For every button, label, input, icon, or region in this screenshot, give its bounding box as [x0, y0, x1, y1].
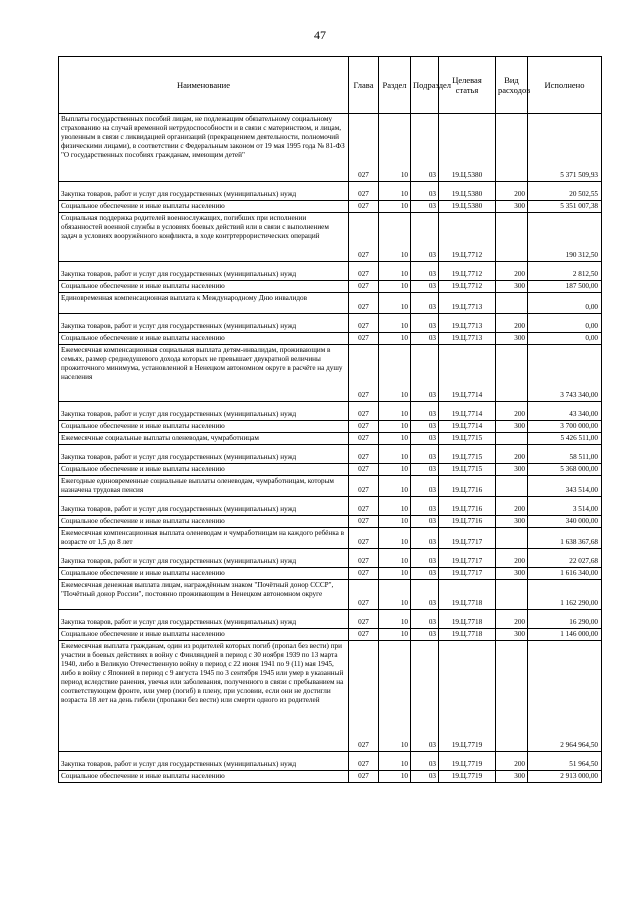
cell-name: Социальное обеспечение и иные выплаты населению — [59, 516, 349, 528]
cell-name: Социальное обеспечение и иные выплаты населению — [59, 333, 349, 345]
cell-chapter: 027 — [349, 568, 379, 580]
cell-amount: 3 700 000,00 — [528, 421, 602, 433]
cell-name: Ежегодные единовременные социальные выплаты оленеводам, чумработницам, которым назначена трудовая пенсия — [59, 476, 349, 497]
table-row — [59, 629, 602, 641]
cell-type — [496, 345, 528, 402]
cell-section: 10 — [379, 610, 411, 629]
cell-name: Выплаты государственных пособий лицам, не подлежащим обязательному социальному страхованию на случай временной нетрудоспособности и в связи с материнством, и лицам, уволенным в связи с ликвидацией организаций (прекращением деятельности, полномочий физическими лицами), в соответствии с Федеральным законом от 19 мая 1995 года № 81-ФЗ "О государственных пособиях гражданам, имеющим детей" — [59, 114, 349, 182]
cell-chapter: 027 — [349, 497, 379, 516]
table-row — [59, 262, 602, 281]
cell-type: 200 — [496, 497, 528, 516]
cell-chapter: 027 — [349, 610, 379, 629]
cell-type: 300 — [496, 629, 528, 641]
cell-name: Социальное обеспечение и иные выплаты населению — [59, 464, 349, 476]
cell-target: 19.Ц.7715 — [439, 445, 496, 464]
cell-subsection: 03 — [411, 629, 439, 641]
cell-chapter: 027 — [349, 528, 379, 549]
cell-target: 19.Ц.7719 — [439, 771, 496, 783]
header-type: Вид расходов — [496, 57, 528, 114]
cell-section: 10 — [379, 213, 411, 262]
cell-type: 200 — [496, 402, 528, 421]
cell-target: 19.Ц.7716 — [439, 516, 496, 528]
cell-amount: 2 812,50 — [528, 262, 602, 281]
cell-subsection: 03 — [411, 213, 439, 262]
cell-section: 10 — [379, 752, 411, 771]
cell-section: 10 — [379, 421, 411, 433]
cell-name: Ежемесячная компенсационная социальная выплата детям-инвалидам, проживающим в семьях, размер среднедушевого дохода которых не превышает двукратной величины прожиточного минимума, установленной в Ненецком автономном округе в расчёте на душу населения — [59, 345, 349, 402]
cell-target: 19.Ц.7713 — [439, 293, 496, 314]
cell-type: 300 — [496, 516, 528, 528]
cell-target: 19.Ц.7719 — [439, 641, 496, 752]
header-chapter: Глава — [349, 57, 379, 114]
cell-section: 10 — [379, 262, 411, 281]
table-row — [59, 333, 602, 345]
cell-name: Закупка товаров, работ и услуг для государственных (муниципальных) нужд — [59, 497, 349, 516]
cell-target: 19.Ц.7712 — [439, 262, 496, 281]
cell-amount: 1 146 000,00 — [528, 629, 602, 641]
cell-amount: 51 964,50 — [528, 752, 602, 771]
cell-target: 19.Ц.7718 — [439, 580, 496, 610]
cell-chapter: 027 — [349, 345, 379, 402]
cell-amount: 43 340,00 — [528, 402, 602, 421]
cell-subsection: 03 — [411, 476, 439, 497]
cell-name: Ежемесячная компенсационная выплата оленеводам и чумработницам на каждого ребёнка в возрасте от 1,5 до 8 лет — [59, 528, 349, 549]
cell-name: Закупка товаров, работ и услуг для государственных (муниципальных) нужд — [59, 402, 349, 421]
cell-amount: 16 290,00 — [528, 610, 602, 629]
cell-type: 200 — [496, 182, 528, 201]
cell-amount: 20 502,55 — [528, 182, 602, 201]
cell-name: Социальное обеспечение и иные выплаты населению — [59, 568, 349, 580]
cell-section: 10 — [379, 402, 411, 421]
cell-target: 19.Ц.7717 — [439, 568, 496, 580]
cell-name: Социальное обеспечение и иные выплаты населению — [59, 201, 349, 213]
table-row — [59, 497, 602, 516]
cell-chapter: 027 — [349, 262, 379, 281]
cell-subsection: 03 — [411, 497, 439, 516]
cell-chapter: 027 — [349, 433, 379, 445]
cell-type — [496, 293, 528, 314]
cell-chapter: 027 — [349, 516, 379, 528]
cell-chapter: 027 — [349, 421, 379, 433]
cell-type — [496, 433, 528, 445]
cell-amount: 340 000,00 — [528, 516, 602, 528]
cell-amount: 0,00 — [528, 314, 602, 333]
cell-chapter: 027 — [349, 445, 379, 464]
cell-name: Социальное обеспечение и иные выплаты населению — [59, 421, 349, 433]
table-row — [59, 445, 602, 464]
header-subsection: Подраздел — [411, 57, 439, 114]
cell-section: 10 — [379, 641, 411, 752]
cell-amount: 22 027,68 — [528, 549, 602, 568]
cell-target: 19.Ц.7718 — [439, 629, 496, 641]
cell-target: 19.Ц.5380 — [439, 182, 496, 201]
cell-section: 10 — [379, 445, 411, 464]
cell-subsection: 03 — [411, 641, 439, 752]
cell-subsection: 03 — [411, 771, 439, 783]
cell-subsection: 03 — [411, 314, 439, 333]
header-name: Наименование — [59, 57, 349, 114]
cell-section: 10 — [379, 476, 411, 497]
cell-subsection: 03 — [411, 201, 439, 213]
cell-chapter: 027 — [349, 182, 379, 201]
cell-target: 19.Ц.7712 — [439, 213, 496, 262]
cell-chapter: 027 — [349, 641, 379, 752]
cell-type: 300 — [496, 421, 528, 433]
cell-target: 19.Ц.7716 — [439, 497, 496, 516]
table-row — [59, 213, 602, 262]
cell-name: Ежемесячная выплата гражданам, один из родителей которых погиб (пропал без вести) при участии в боевых действиях в войну с Финляндией в период с 30 ноября 1939 по 13 марта 1940, либо в Великую Отечественную войну в период с 22 июня 1941 по 9 (11) мая 1945, либо в войну с Японией в период с 9 августа 1945 по 3 сентября 1945 или умер в указанный период вследствие ранения, увечья или заболевания, полученного в связи с пребыванием на соответствующем фронте, или умер (погиб) в плену, при условии, если они не достигли возраста 18 лет на день гибели (пропажи без вести) или смерти одного из родителей — [59, 641, 349, 752]
cell-subsection: 03 — [411, 333, 439, 345]
cell-target: 19.Ц.7713 — [439, 314, 496, 333]
cell-section: 10 — [379, 528, 411, 549]
cell-amount: 3 743 340,00 — [528, 345, 602, 402]
cell-target: 19.Ц.7712 — [439, 281, 496, 293]
cell-amount: 5 371 509,93 — [528, 114, 602, 182]
cell-section: 10 — [379, 345, 411, 402]
cell-target: 19.Ц.7713 — [439, 333, 496, 345]
header-target: Целевая статья — [439, 57, 496, 114]
cell-subsection: 03 — [411, 549, 439, 568]
cell-name: Ежемесячные социальные выплаты оленеводам, чумработницам — [59, 433, 349, 445]
cell-amount: 187 500,00 — [528, 281, 602, 293]
cell-target: 19.Ц.7717 — [439, 549, 496, 568]
table-row — [59, 421, 602, 433]
cell-subsection: 03 — [411, 568, 439, 580]
cell-amount: 2 913 000,00 — [528, 771, 602, 783]
cell-amount: 2 964 964,50 — [528, 641, 602, 752]
cell-chapter: 027 — [349, 333, 379, 345]
table-row — [59, 516, 602, 528]
cell-target: 19.Ц.7716 — [439, 476, 496, 497]
cell-name: Закупка товаров, работ и услуг для государственных (муниципальных) нужд — [59, 262, 349, 281]
cell-type: 200 — [496, 549, 528, 568]
table-row — [59, 293, 602, 314]
cell-target: 19.Ц.7715 — [439, 464, 496, 476]
header-amount: Исполнено — [528, 57, 602, 114]
cell-chapter: 027 — [349, 476, 379, 497]
cell-type — [496, 580, 528, 610]
cell-subsection: 03 — [411, 445, 439, 464]
cell-type: 300 — [496, 568, 528, 580]
cell-section: 10 — [379, 314, 411, 333]
table-row — [59, 182, 602, 201]
cell-section: 10 — [379, 497, 411, 516]
table-row — [59, 528, 602, 549]
cell-chapter: 027 — [349, 114, 379, 182]
table-row — [59, 281, 602, 293]
cell-target: 19.Ц.7718 — [439, 610, 496, 629]
cell-section: 10 — [379, 201, 411, 213]
cell-amount: 1 616 340,00 — [528, 568, 602, 580]
cell-subsection: 03 — [411, 402, 439, 421]
table-row — [59, 580, 602, 610]
cell-target: 19.Ц.7717 — [439, 528, 496, 549]
table-header-row — [59, 57, 602, 114]
cell-subsection: 03 — [411, 464, 439, 476]
cell-section: 10 — [379, 182, 411, 201]
cell-type — [496, 114, 528, 182]
cell-subsection: 03 — [411, 528, 439, 549]
cell-subsection: 03 — [411, 516, 439, 528]
cell-name: Социальное обеспечение и иные выплаты населению — [59, 281, 349, 293]
cell-section: 10 — [379, 433, 411, 445]
table-row — [59, 549, 602, 568]
cell-amount: 5 351 007,38 — [528, 201, 602, 213]
cell-chapter: 027 — [349, 201, 379, 213]
cell-name: Закупка товаров, работ и услуг для государственных (муниципальных) нужд — [59, 610, 349, 629]
table-row — [59, 610, 602, 629]
cell-subsection: 03 — [411, 114, 439, 182]
table-row — [59, 568, 602, 580]
cell-name: Единовременная компенсационная выплата к Международному Дню инвалидов — [59, 293, 349, 314]
cell-subsection: 03 — [411, 433, 439, 445]
cell-chapter: 027 — [349, 580, 379, 610]
cell-amount: 0,00 — [528, 333, 602, 345]
cell-section: 10 — [379, 333, 411, 345]
cell-target: 19.Ц.7715 — [439, 433, 496, 445]
table-row — [59, 402, 602, 421]
cell-name: Социальное обеспечение и иные выплаты населению — [59, 771, 349, 783]
page-number: 47 — [314, 28, 326, 42]
cell-section: 10 — [379, 114, 411, 182]
cell-chapter: 027 — [349, 314, 379, 333]
cell-name: Закупка товаров, работ и услуг для государственных (муниципальных) нужд — [59, 549, 349, 568]
table-row — [59, 464, 602, 476]
cell-type: 200 — [496, 262, 528, 281]
cell-section: 10 — [379, 549, 411, 568]
cell-subsection: 03 — [411, 345, 439, 402]
cell-chapter: 027 — [349, 281, 379, 293]
cell-type: 300 — [496, 333, 528, 345]
cell-target: 19.Ц.5380 — [439, 114, 496, 182]
cell-type — [496, 641, 528, 752]
cell-chapter: 027 — [349, 402, 379, 421]
cell-chapter: 027 — [349, 293, 379, 314]
cell-name: Закупка товаров, работ и услуг для государственных (муниципальных) нужд — [59, 752, 349, 771]
cell-type: 300 — [496, 281, 528, 293]
cell-subsection: 03 — [411, 262, 439, 281]
cell-target: 19.Ц.7714 — [439, 421, 496, 433]
cell-name: Закупка товаров, работ и услуг для государственных (муниципальных) нужд — [59, 182, 349, 201]
table-row — [59, 314, 602, 333]
table-row — [59, 433, 602, 445]
cell-name: Закупка товаров, работ и услуг для государственных (муниципальных) нужд — [59, 314, 349, 333]
table-row — [59, 752, 602, 771]
cell-target: 19.Ц.7714 — [439, 345, 496, 402]
cell-section: 10 — [379, 629, 411, 641]
cell-subsection: 03 — [411, 610, 439, 629]
cell-type: 200 — [496, 752, 528, 771]
budget-table — [58, 56, 602, 783]
cell-chapter: 027 — [349, 464, 379, 476]
table-row — [59, 476, 602, 497]
cell-type: 300 — [496, 771, 528, 783]
cell-subsection: 03 — [411, 580, 439, 610]
cell-name: Закупка товаров, работ и услуг для государственных (муниципальных) нужд — [59, 445, 349, 464]
cell-amount: 1 162 290,00 — [528, 580, 602, 610]
cell-chapter: 027 — [349, 549, 379, 568]
cell-section: 10 — [379, 281, 411, 293]
table-row — [59, 641, 602, 752]
cell-subsection: 03 — [411, 182, 439, 201]
cell-name: Социальное обеспечение и иные выплаты населению — [59, 629, 349, 641]
cell-subsection: 03 — [411, 281, 439, 293]
cell-type — [496, 476, 528, 497]
cell-section: 10 — [379, 771, 411, 783]
cell-amount: 5 368 000,00 — [528, 464, 602, 476]
table-row — [59, 771, 602, 783]
cell-chapter: 027 — [349, 771, 379, 783]
table-body — [59, 114, 602, 783]
cell-chapter: 027 — [349, 752, 379, 771]
cell-type: 300 — [496, 201, 528, 213]
cell-section: 10 — [379, 568, 411, 580]
cell-section: 10 — [379, 516, 411, 528]
cell-amount: 5 426 511,00 — [528, 433, 602, 445]
cell-type — [496, 213, 528, 262]
cell-amount: 58 511,00 — [528, 445, 602, 464]
cell-target: 19.Ц.7714 — [439, 402, 496, 421]
cell-subsection: 03 — [411, 293, 439, 314]
header-section: Раздел — [379, 57, 411, 114]
table-row — [59, 114, 602, 182]
cell-chapter: 027 — [349, 213, 379, 262]
table-row — [59, 201, 602, 213]
cell-name: Ежемесячная денежная выплата лицам, награждённым знаком "Почётный донор СССР", "Почётный донор России", постоянно проживающим в Ненецком автономном округе — [59, 580, 349, 610]
cell-type: 200 — [496, 445, 528, 464]
cell-amount: 0,00 — [528, 293, 602, 314]
cell-amount: 190 312,50 — [528, 213, 602, 262]
cell-subsection: 03 — [411, 421, 439, 433]
cell-type: 300 — [496, 464, 528, 476]
cell-type: 200 — [496, 610, 528, 629]
cell-target: 19.Ц.5380 — [439, 201, 496, 213]
cell-amount: 1 638 367,68 — [528, 528, 602, 549]
cell-amount: 343 514,00 — [528, 476, 602, 497]
cell-target: 19.Ц.7719 — [439, 752, 496, 771]
table-row — [59, 345, 602, 402]
cell-section: 10 — [379, 580, 411, 610]
cell-type: 200 — [496, 314, 528, 333]
cell-name: Социальная поддержка родителей военнослужащих, погибших при исполнении обязанностей военной службы в условиях боевых действий или в связи с выполнением задач в условиях вооружённого конфликта, в ходе контртеррористических операций — [59, 213, 349, 262]
cell-section: 10 — [379, 293, 411, 314]
cell-type — [496, 528, 528, 549]
cell-amount: 3 514,00 — [528, 497, 602, 516]
cell-section: 10 — [379, 464, 411, 476]
cell-chapter: 027 — [349, 629, 379, 641]
cell-subsection: 03 — [411, 752, 439, 771]
